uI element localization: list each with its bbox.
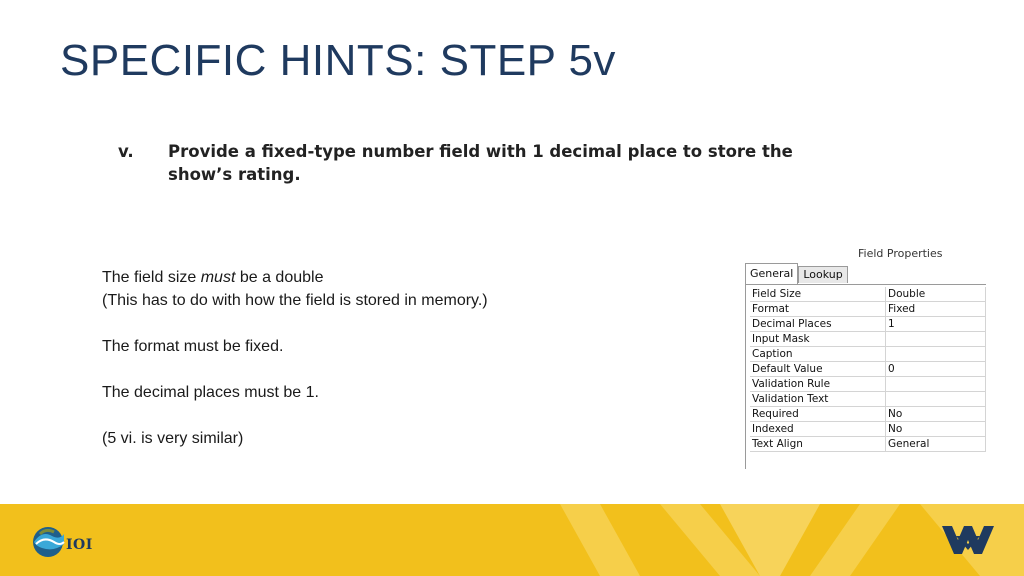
property-name: Validation Rule: [750, 377, 886, 392]
property-value[interactable]: 0: [886, 362, 986, 377]
property-name: Input Mask: [750, 332, 886, 347]
field-properties-tabs: [745, 263, 848, 285]
wv-logo-icon: [942, 522, 994, 558]
step-instruction: [118, 140, 818, 186]
step-number: v.: [118, 142, 134, 161]
property-value[interactable]: 1: [886, 317, 986, 332]
table-row[interactable]: [750, 437, 986, 452]
hint-field-size: [102, 266, 662, 289]
property-value[interactable]: Fixed: [886, 302, 986, 317]
property-name: Validation Text: [750, 392, 886, 407]
property-value[interactable]: General: [886, 437, 986, 452]
slide-title: SPECIFIC HINTS: STEP 5v: [60, 36, 616, 85]
property-value[interactable]: [886, 347, 986, 362]
course-logo-text: IOI: [66, 537, 93, 553]
property-name: Text Align: [750, 437, 886, 452]
stripe-4: [810, 504, 900, 576]
table-row[interactable]: [750, 317, 986, 332]
property-name: Format: [750, 302, 886, 317]
table-row[interactable]: [750, 377, 986, 392]
property-name: Required: [750, 407, 886, 422]
property-value[interactable]: [886, 392, 986, 407]
hint-field-size-emphasis: must: [200, 269, 236, 286]
table-row[interactable]: [750, 332, 986, 347]
property-value[interactable]: No: [886, 422, 986, 437]
property-value[interactable]: [886, 332, 986, 347]
property-value[interactable]: Double: [886, 287, 986, 302]
table-row[interactable]: [750, 392, 986, 407]
table-row[interactable]: [750, 287, 986, 302]
hints-text: [102, 266, 662, 450]
property-name: Decimal Places: [750, 317, 886, 332]
table-row[interactable]: [750, 347, 986, 362]
properties-table: [750, 287, 986, 452]
hint-memory-note: (This has to do with how the field is stored in memory.): [102, 292, 488, 309]
tab-lookup[interactable]: Lookup: [798, 266, 847, 283]
table-row[interactable]: [750, 362, 986, 377]
footer-stripes: [0, 504, 1024, 576]
table-row[interactable]: [750, 422, 986, 437]
property-name: Caption: [750, 347, 886, 362]
property-value[interactable]: No: [886, 407, 986, 422]
hint-field-size-post: be a double: [235, 269, 324, 286]
property-value[interactable]: [886, 377, 986, 392]
hint-field-size-pre: The field size: [102, 269, 201, 286]
property-name: Default Value: [750, 362, 886, 377]
tab-general[interactable]: General: [745, 263, 798, 285]
table-row[interactable]: [750, 302, 986, 317]
stripe-1: [560, 504, 640, 576]
footer-band: [0, 504, 1024, 576]
hint-decimal-places: The decimal places must be 1.: [102, 384, 319, 401]
table-row[interactable]: [750, 407, 986, 422]
property-name: Indexed: [750, 422, 886, 437]
step-text: Provide a fixed-type number field with 1 decimal place to store the show’s rating.: [168, 142, 793, 184]
property-name: Field Size: [750, 287, 886, 302]
hint-similar: (5 vi. is very similar): [102, 430, 244, 447]
hint-format: The format must be fixed.: [102, 338, 284, 355]
field-properties-grid: [745, 284, 986, 469]
field-properties-title: Field Properties: [858, 247, 943, 260]
